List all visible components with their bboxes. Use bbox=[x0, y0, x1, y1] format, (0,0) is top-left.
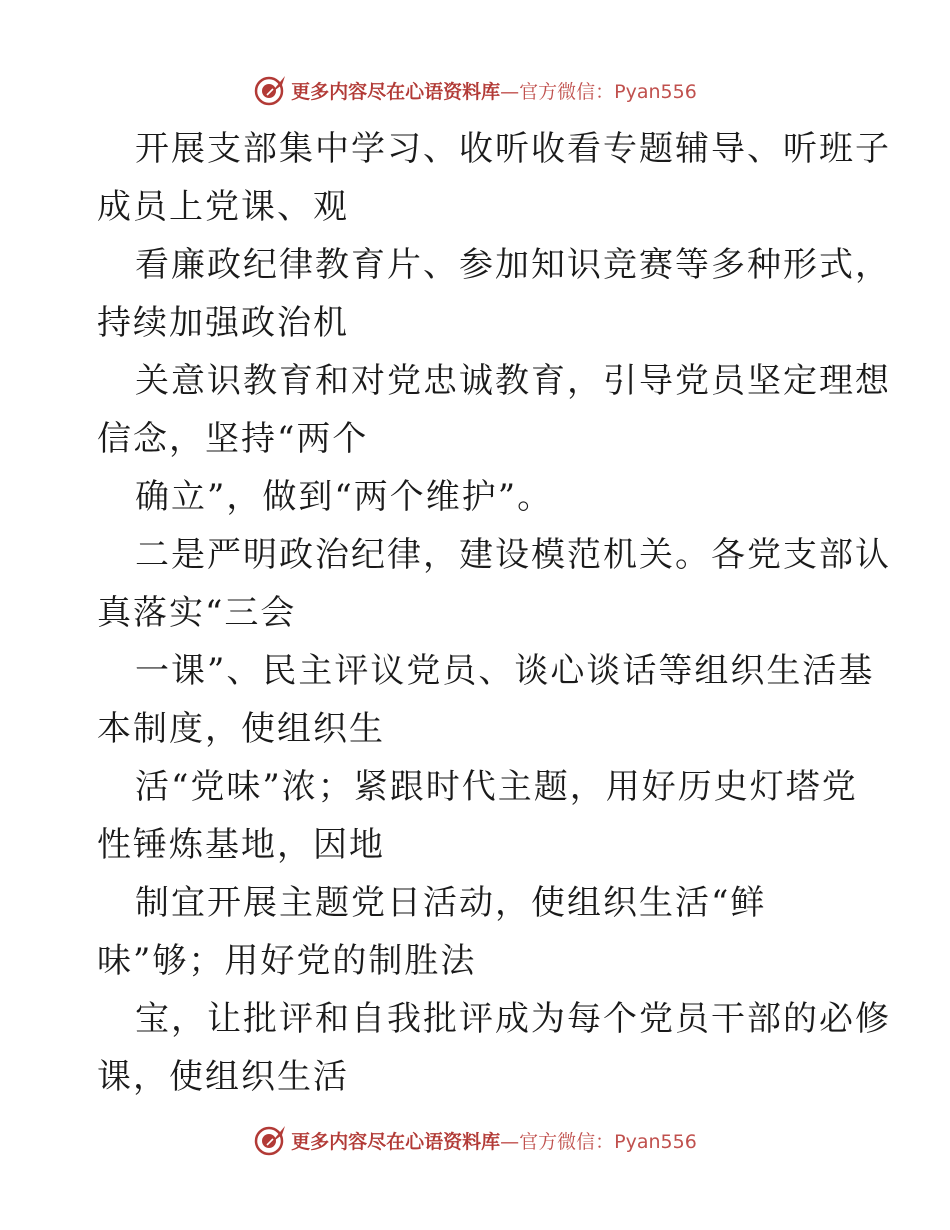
paragraph-line: 信念，坚持“两个 bbox=[97, 419, 369, 459]
paragraph-line: 宝，让批评和自我批评成为每个党员干部的必修 bbox=[135, 999, 891, 1039]
paragraph bbox=[97, 874, 854, 990]
paragraph-line: 关意识教育和对党忠诚教育，引导党员坚定理想 bbox=[135, 361, 891, 401]
quill-seal-icon bbox=[253, 73, 287, 107]
paragraph bbox=[97, 758, 858, 874]
quill-seal-icon bbox=[253, 1123, 287, 1157]
paragraph bbox=[97, 120, 891, 236]
paragraph-line: 制宜开展主题党日活动，使组织生活“鲜 bbox=[135, 883, 767, 923]
paragraph bbox=[97, 468, 854, 526]
paragraph bbox=[97, 642, 875, 758]
paragraph-line: 持续加强政治机 bbox=[97, 303, 349, 343]
paragraph bbox=[97, 352, 891, 468]
footer-contact-text: 官方微信：Pyan556 bbox=[519, 1130, 697, 1153]
header-separator: — bbox=[500, 80, 520, 103]
paragraph-line: 活“党味”浓；紧跟时代主题，用好历史灯塔党 bbox=[135, 767, 858, 807]
paragraph-line: 本制度，使组织生 bbox=[97, 709, 385, 749]
paragraph-line: 二是严明政治纪律，建设模范机关。各党支部认 bbox=[135, 535, 891, 575]
paragraph-line: 性锤炼基地，因地 bbox=[97, 825, 385, 865]
paragraph-line: 看廉政纪律教育片、参加知识竞赛等多种形式， bbox=[135, 245, 891, 285]
paragraph-line: 确立”，做到“两个维护”。 bbox=[135, 477, 554, 517]
document-body bbox=[0, 120, 950, 1106]
paragraph-line: 课，使组织生活 bbox=[97, 1057, 349, 1097]
paragraph-line: 开展支部集中学习、收听收看专题辅导、听班子 bbox=[135, 129, 891, 169]
footer-separator: — bbox=[500, 1130, 520, 1153]
footer-banner bbox=[0, 1120, 950, 1160]
paragraph-line: 味”够；用好党的制胜法 bbox=[97, 941, 477, 981]
header-banner bbox=[0, 70, 950, 110]
paragraph-line: 一课”、民主评议党员、谈心谈话等组织生活基 bbox=[135, 651, 875, 691]
footer-brand-text: 更多内容尽在心语资料库 bbox=[291, 1130, 501, 1153]
paragraph-line: 成员上党课、观 bbox=[97, 187, 349, 227]
header-brand-text: 更多内容尽在心语资料库 bbox=[291, 80, 501, 103]
paragraph bbox=[97, 236, 891, 352]
header-contact-text: 官方微信：Pyan556 bbox=[519, 80, 697, 103]
paragraph bbox=[97, 526, 891, 642]
paragraph-line: 真落实“三会 bbox=[97, 593, 297, 633]
paragraph bbox=[97, 990, 891, 1106]
